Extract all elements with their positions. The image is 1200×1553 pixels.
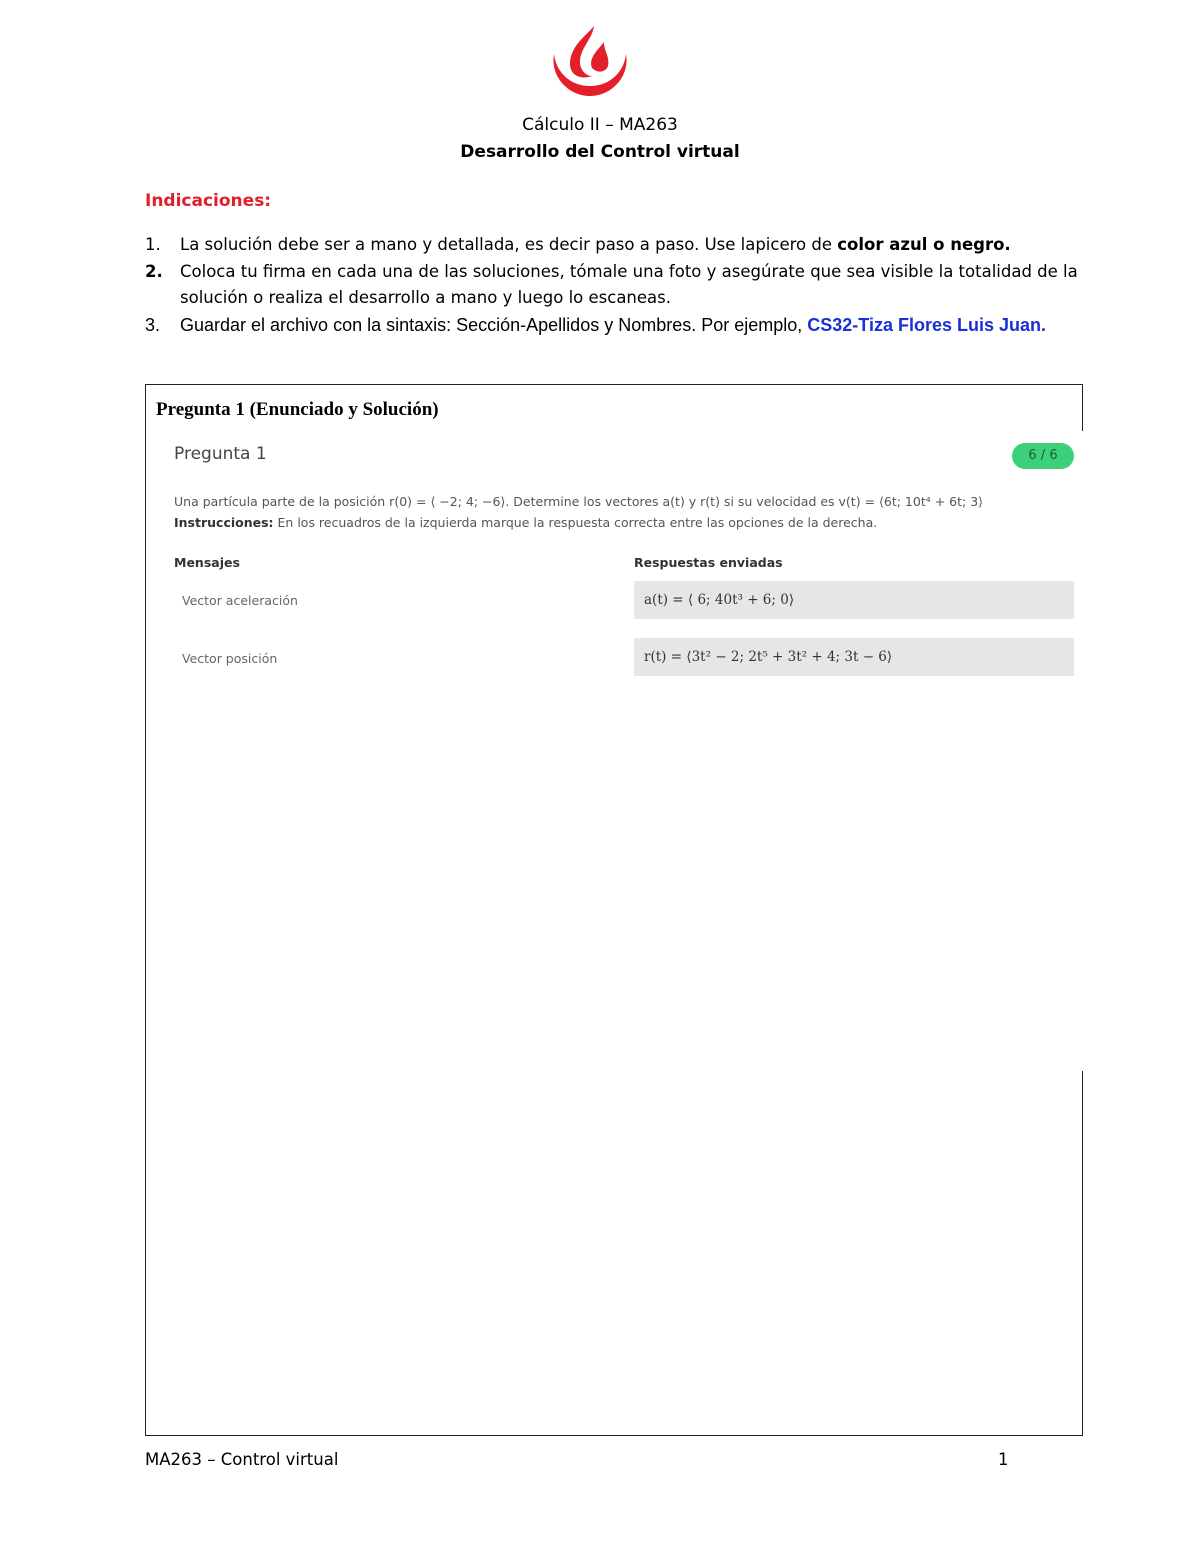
- question-label: Pregunta 1: [174, 444, 267, 464]
- message-label: Vector posición: [182, 651, 278, 666]
- question-statement: [174, 491, 1054, 533]
- page-number: 1: [998, 1450, 1009, 1469]
- messages-column-header: Mensajes: [174, 555, 240, 570]
- example-filename: CS32-Tiza Flores Luis Juan.: [807, 315, 1047, 335]
- instructions-list: [145, 232, 1095, 338]
- item-text: La solución debe ser a mano y detallada, es decir paso a paso. Use lapicero de: [180, 235, 838, 254]
- message-label: Vector aceleración: [182, 593, 298, 608]
- course-title: Cálculo II – MA263: [522, 115, 678, 135]
- submitted-answer: a(t) = ⟨ 6; 40t³ + 6; 0⟩: [634, 581, 1074, 619]
- instructions-heading: Indicaciones:: [145, 191, 272, 211]
- item-number: 2.: [145, 262, 163, 281]
- instruction-item: [145, 313, 1095, 337]
- submitted-answer: r(t) = ⟨3t² − 2; 2t⁵ + 3t² + 4; 3t − 6⟩: [634, 638, 1074, 676]
- instruction-item: [145, 259, 1095, 311]
- instructions-text: En los recuadros de la izquierda marque la respuesta correcta entre las opciones de la derecha.: [277, 515, 878, 530]
- statement-instructions: [174, 512, 1054, 533]
- score-badge: 6 / 6: [1012, 443, 1074, 469]
- question-box: [145, 384, 1083, 1436]
- instruction-item: [145, 232, 1095, 258]
- question-screenshot: [154, 431, 1084, 1071]
- item-text-bold: color azul o negro.: [837, 235, 1011, 254]
- footer-text: MA263 – Control virtual: [145, 1450, 339, 1469]
- document-title: Desarrollo del Control virtual: [460, 142, 740, 162]
- item-text: Guardar el archivo con la sintaxis: Sección-Apellidos y Nombres. Por ejemplo,: [180, 315, 808, 335]
- item-text: Coloca tu firma en cada una de las soluciones, tómale una foto y asegúrate que sea visible la totalidad de la solución o realiza el desarrollo a mano y luego lo escaneas.: [180, 262, 1078, 307]
- item-number: 1.: [145, 235, 161, 254]
- statement-text: Una partícula parte de la posición r(0) = ⟨ −2; 4; −6⟩. Determine los vectores a(t) y r(t) si su velocidad es v(t) = ⟨6t; 10t⁴ + 6t; 3⟩: [174, 494, 984, 509]
- university-logo: [548, 24, 632, 100]
- answers-column-header: Respuestas enviadas: [634, 555, 783, 570]
- instructions-label: Instrucciones:: [174, 515, 274, 530]
- question-box-title: Pregunta 1 (Enunciado y Solución): [156, 399, 439, 420]
- item-number: 3.: [145, 315, 161, 335]
